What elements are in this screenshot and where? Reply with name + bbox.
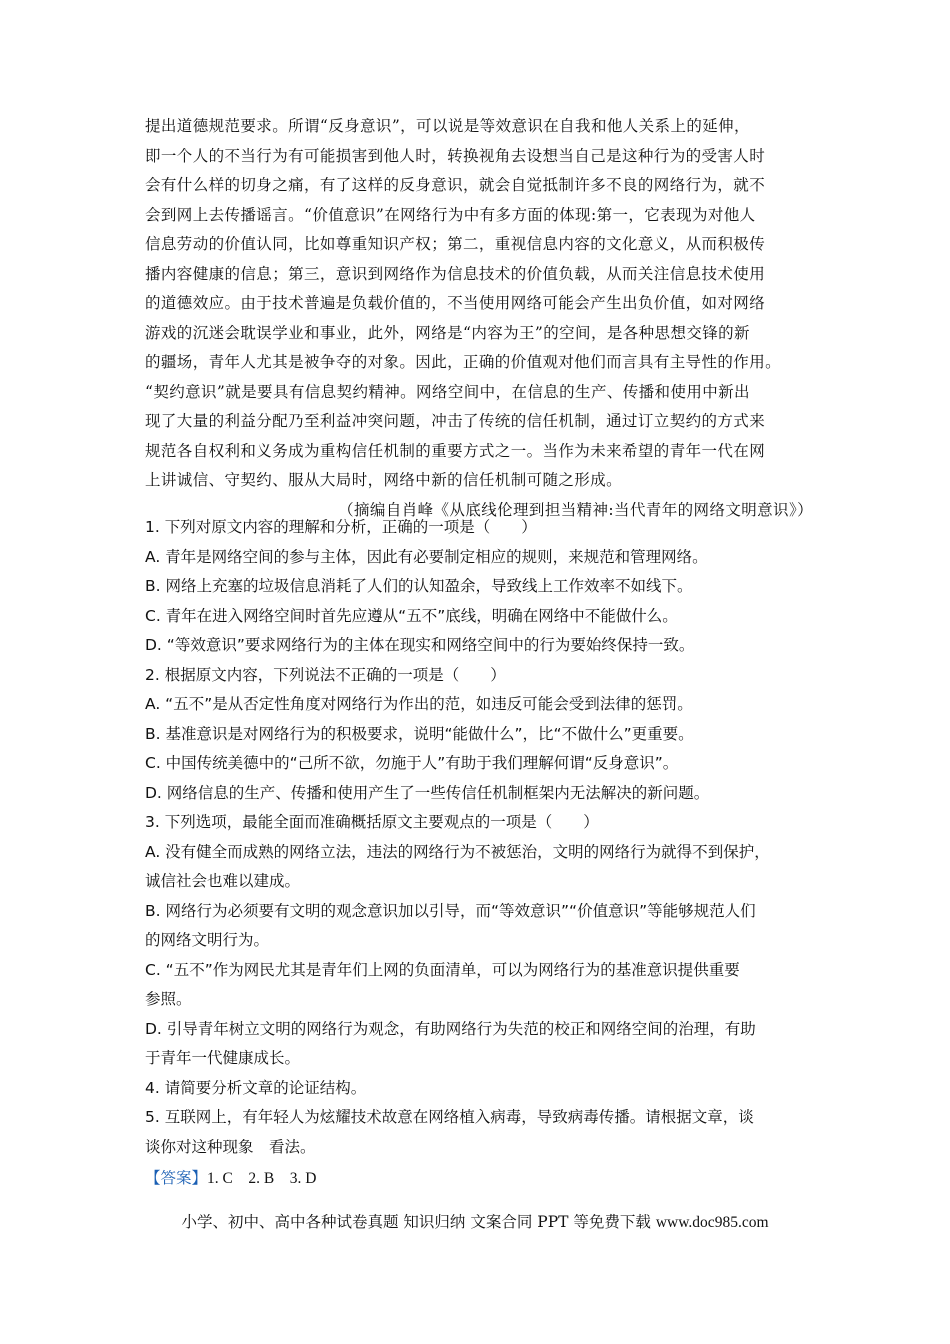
question-option: D. 引导青年树立文明的网络行为观念，有助网络行为失范的校正和网络空间的治理，有助: [145, 1019, 756, 1038]
answer-values: 1. C 2. B 3. D: [207, 1170, 317, 1187]
passage-line: 上讲诚信、守契约、服从大局时，网络中新的信任机制可随之形成。: [145, 471, 623, 489]
question-option: B. 网络上充塞的垃圾信息消耗了人们的认知盈余，导致线上工作效率不如线下。: [145, 577, 693, 595]
passage-line: 播内容健康的信息；第三，意识到网络作为信息技术的价值负载，从而关注信息技术使用: [145, 264, 766, 283]
question-option: C. 青年在进入网络空间时首先应遵从“五不”底线，明确在网络中不能做什么。: [145, 606, 678, 625]
question-stem: 5. 互联网上，有年轻人为炫耀技术故意在网络植入病毒，导致病毒传播。请根据文章，谈: [145, 1108, 754, 1126]
question-option-continued: 的网络文明行为。: [145, 931, 270, 949]
page-footer: [0, 1210, 950, 1234]
passage-line: “契约意识”就是要具有信息契约精神。网络空间中，在信息的生产、传播和使用中新出: [145, 382, 750, 401]
question-option: A. “五不”是从否定性角度对网络行为作出的范，如违反可能会受到法律的惩罚。: [145, 695, 693, 713]
question-option-continued: 参照。: [145, 990, 192, 1008]
question-stem-continued: 谈你对这种现象 看法。: [145, 1137, 316, 1156]
passage-line: 游戏的沉迷会耽误学业和事业，此外，网络是“内容为王”的空间，是各种思想交锋的新: [145, 323, 750, 342]
answer-key: [145, 1163, 316, 1193]
question-option: C. “五不”作为网民尤其是青年们上网的负面清单，可以为网络行为的基准意识提供重要: [145, 960, 740, 979]
question-stem: 3. 下列选项，最能全面而准确概括原文主要观点的一项是（ ）: [145, 813, 599, 831]
passage-source: （摘编自肖峰《从底线伦理到担当精神:当代青年的网络文明意识》）: [338, 500, 813, 519]
passage-line: 即一个人的不当行为有可能损害到他人时，转换视角去设想当自己是这种行为的受害人时: [145, 146, 766, 165]
answer-tag: 【答案】: [145, 1169, 208, 1187]
passage-line: 的疆场，青年人尤其是被争夺的对象。因此，正确的价值观对他们而言具有主导性的作用。: [145, 353, 782, 371]
passage-line: 规范各自权利和义务成为重构信任机制的重要方式之一。当作为未来希望的青年一代在网: [145, 441, 766, 460]
passage-line: 提出道德规范要求。所谓“反身意识”，可以说是等效意识在自我和他人关系上的延伸，: [145, 117, 750, 135]
passage-line: 现了大量的利益分配乃至利益冲突问题，冲击了传统的信任机制，通过订立契约的方式来: [145, 412, 766, 430]
question-option: D. “等效意识”要求网络行为的主体在现实和网络空间中的行为要始终保持一致。: [145, 636, 695, 654]
question-option: C. 中国传统美德中的“己所不欲，勿施于人”有助于我们理解何谓“反身意识”。: [145, 754, 679, 772]
question-option-continued: 诚信社会也难以建成。: [145, 872, 301, 890]
question-stem: 4. 请简要分析文章的论证结构。: [145, 1078, 367, 1097]
footer-site[interactable]: www.doc985.com: [655, 1214, 769, 1231]
question-stem: 1. 下列对原文内容的理解和分析，正确的一项是（ ）: [145, 518, 537, 536]
question-option: D. 网络信息的生产、传播和使用产生了一些传信任机制框架内无法解决的新问题。: [145, 783, 710, 802]
reading-passage: [145, 112, 813, 525]
question-option: A. 青年是网络空间的参与主体，因此有必要制定相应的规则，来规范和管理网络。: [145, 547, 708, 566]
passage-line: 的道德效应。由于技术普遍是负载价值的，不当使用网络可能会产生出负价值，如对网络: [145, 294, 766, 312]
question-list: [145, 513, 813, 1162]
question-option-continued: 于青年一代健康成长。: [145, 1049, 301, 1067]
question-option: B. 网络行为必须要有文明的观念意识加以引导，而“等效意识”“价值意识”等能够规范人们: [145, 901, 756, 920]
passage-line: 会有什么样的切身之痛，有了这样的反身意识，就会自觉抵制许多不良的网络行为，就不: [145, 176, 766, 194]
footer-text: 小学、初中、高中各种试卷真题 知识归纳 文案合同 PPT 等免费下载: [181, 1213, 651, 1231]
question-option: A. 没有健全而成熟的网络立法，违法的网络行为不被惩治，文明的网络行为就得不到保护，: [145, 842, 770, 861]
passage-line: 信息劳动的价值认同，比如尊重知识产权；第二，重视信息内容的文化意义，从而积极传: [145, 235, 766, 253]
question-stem: 2. 根据原文内容，下列说法不正确的一项是（ ）: [145, 665, 506, 684]
question-option: B. 基准意识是对网络行为的积极要求，说明“能做什么”，比“不做什么”更重要。: [145, 724, 694, 743]
passage-line: 会到网上去传播谣言。“价值意识”在网络行为中有多方面的体现:第一，它表现为对他人: [145, 205, 756, 224]
